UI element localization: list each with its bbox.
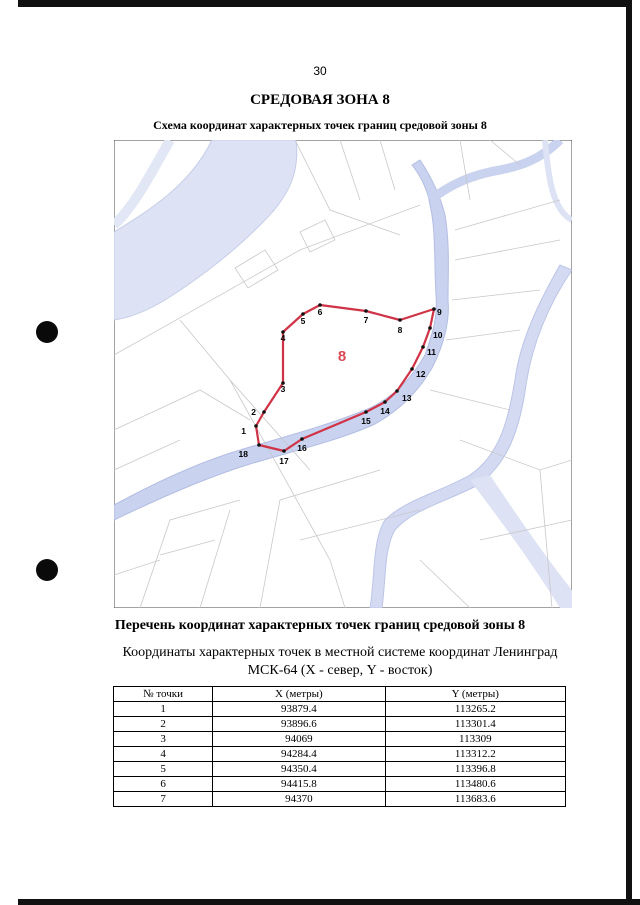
cell-point-number: 2 [114, 717, 213, 732]
boundary-point-label: 6 [317, 307, 323, 317]
cell-y: 113309 [385, 732, 565, 747]
boundary-point-label: 9 [437, 307, 442, 317]
boundary-point-label: 8 [397, 325, 403, 335]
cell-y: 113683.6 [385, 792, 565, 807]
boundary-point-label: 3 [280, 384, 286, 394]
boundary-point-label: 2 [251, 407, 256, 417]
boundary-point-marker [262, 410, 266, 414]
boundary-point-label: 5 [300, 316, 306, 326]
table-row [114, 762, 566, 777]
boundary-point-label: 15 [361, 416, 371, 426]
boundary-point-marker [421, 345, 425, 349]
boundary-point-label: 11 [427, 347, 436, 357]
cell-x: 94370 [213, 792, 385, 807]
boundary-point-label: 12 [416, 369, 426, 379]
boundary-point-marker [257, 443, 261, 447]
boundary-point-marker [398, 318, 402, 322]
scan-edge-right [626, 0, 632, 905]
boundary-point-marker [428, 326, 432, 330]
cell-x: 94069 [213, 732, 385, 747]
table-row [114, 717, 566, 732]
cell-y: 113396.8 [385, 762, 565, 777]
boundary-point-label: 14 [380, 406, 390, 416]
cell-x: 93896.6 [213, 717, 385, 732]
cell-x: 93879.4 [213, 702, 385, 717]
cell-point-number: 3 [114, 732, 213, 747]
cell-y: 113480.6 [385, 777, 565, 792]
cell-y: 113312.2 [385, 747, 565, 762]
zone-map [114, 140, 572, 608]
cell-x: 94284.4 [213, 747, 385, 762]
cell-point-number: 1 [114, 702, 213, 717]
boundary-point-label: 18 [238, 449, 248, 459]
table-row [114, 732, 566, 747]
table-row [114, 747, 566, 762]
coordinates-system-line2: МСК-64 (X - север, Y - восток) [247, 663, 433, 678]
boundary-point-label: 7 [363, 315, 369, 325]
boundary-point-marker [364, 410, 368, 414]
cell-y: 113265.2 [385, 702, 565, 717]
cell-y: 113301.4 [385, 717, 565, 732]
table-row [114, 792, 566, 807]
zone-label: 8 [337, 348, 347, 365]
cell-point-number: 4 [114, 747, 213, 762]
table-row [114, 702, 566, 717]
table-body [114, 702, 566, 807]
boundary-point-marker [364, 309, 368, 313]
boundary-point-label: 10 [433, 330, 443, 340]
map-caption: Схема координат характерных точек границ средовой зоны 8 [153, 118, 487, 132]
cell-x: 94415.8 [213, 777, 385, 792]
table-row [114, 777, 566, 792]
page-title: СРЕДОВАЯ ЗОНА 8 [250, 92, 390, 108]
boundary-point-label: 17 [279, 456, 289, 466]
boundary-point-marker [254, 424, 258, 428]
cell-point-number: 5 [114, 762, 213, 777]
header-y: Y (метры) [385, 687, 565, 702]
boundary-point-marker [300, 437, 304, 441]
boundary-point-marker [383, 400, 387, 404]
coordinates-system-note [120, 644, 560, 680]
scan-edge-top [18, 0, 630, 7]
page-number: 30 [313, 64, 327, 78]
boundary-point-label: 16 [297, 443, 307, 453]
boundary-point-label: 1 [241, 426, 246, 436]
cell-x: 94350.4 [213, 762, 385, 777]
boundary-point-marker [282, 449, 286, 453]
boundary-point-label: 13 [402, 393, 412, 403]
scan-edge-bottom [18, 899, 640, 905]
punch-hole-top [36, 321, 58, 343]
boundary-point-label: 4 [280, 333, 286, 343]
boundary-point-marker [432, 307, 436, 311]
cell-point-number: 6 [114, 777, 213, 792]
coordinates-list-title: Перечень координат характерных точек границ средовой зоны 8 [114, 618, 526, 633]
coordinates-table [113, 686, 566, 807]
boundary-point-marker [410, 367, 414, 371]
header-x: X (метры) [213, 687, 385, 702]
coordinates-system-line1: Координаты характерных точек в местной системе координат Ленинград [122, 645, 558, 660]
punch-hole-bottom [36, 559, 58, 581]
table-header-row [114, 687, 566, 702]
cell-point-number: 7 [114, 792, 213, 807]
header-point-number: № точки [114, 687, 213, 702]
boundary-point-marker [395, 389, 399, 393]
